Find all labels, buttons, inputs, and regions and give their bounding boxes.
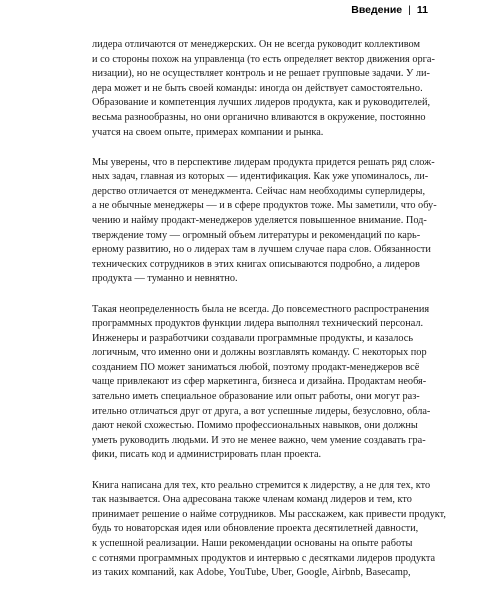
text-line: дерство отличается от менеджмента. Сейчас нам необходимы суперлидеры, [92,185,426,197]
text-line: весьма разнообразны, но они органично вливаются в окружение, постоянно [92,111,426,123]
text-line: дера может и не быть своей команды: иногда он действует самостоятельно. [92,82,423,94]
text-line: ерному развитию, но о лидерах там в лучшем случае пара слов. Обязанности [92,244,431,256]
page-body [92,38,446,595]
running-header [351,3,428,17]
text-line: тверждение тому — огромный объем литературы и рекомендаций по карь- [92,229,421,241]
text-line: Инженеры и разработчики создавали программные продукты, и казалось [92,332,414,344]
paragraph-4 [92,479,446,581]
text-line: продукта — туманно и невнятно. [92,273,238,285]
text-line: Образование и компетенция лучших лидеров продукта, как и руководителей, [92,97,431,109]
text-line: фики, писать код и администрировать план проекта. [92,449,322,461]
text-line: технических сотрудников в этих книгах описываются подробно, а лидеров [92,258,420,270]
text-line: Такая неопределенность была не всегда. До повсеместного распространения [92,303,430,315]
text-line: и со стороны похож на управленца (то есть определяет вектор движения орга- [92,53,435,65]
page-number: 11 [416,4,428,16]
text-line: уметь руководить людьми. И это не менее важно, чем умение создавать гра- [92,434,426,446]
text-line: низации), но не осуществляет контроль и не решает групповые задачи. У ли- [92,68,430,80]
text-line: зательно иметь специальное образование или опыт работы, они могут раз- [92,391,420,403]
text-line: так называется. Она адресована также членам команд лидеров и тем, кто [92,494,412,506]
text-line: а не обычные менеджеры — и в сфере продуктов тоже. Мы заметили, что обу- [92,200,437,212]
text-line: логичным, что именно они и должны возглавлять команду. С некоторых пор [92,347,427,359]
paragraph-1 [92,38,435,140]
text-line: лидера отличаются от менеджерских. Он не всегда руководит коллективом [92,39,420,50]
text-line: ных задач, главная из которых — идентификация. Как уже упоминалось, ли- [92,171,429,183]
text-line: учатся на своем опыте, примерах компании и рынка. [92,126,324,138]
text-line: чению и найму продакт-менеджеров уделяется повышенное внимание. Под- [92,215,427,227]
text-line: ительно отличаться друг от друга, а вот успешные лидеры, безусловно, обла- [92,405,431,417]
text-line: принимает решение о найме сотрудников. Мы расскажем, как привести продукт, [92,508,446,520]
text-line: с сотнями программных продуктов и интервью с десятками лидеров продукта [92,552,436,564]
text-line: будь то новаторская идея или обновление проекта десятилетней давности, [92,523,419,535]
text-line: созданием ПО может заниматься любой, поэтому продакт-менеджеров всё [92,361,420,373]
paragraph-2 [92,156,437,287]
text-line: Книга написана для тех, кто реально стремится к лидерству, а не для тех, кто [92,479,431,491]
text-line: дают некой схожестью. Помимо профессиональных навыков, они должны [92,420,418,432]
text-line: к успешной реализации. Наши рекомендации основаны на опыте работы [92,537,413,549]
text-line: из таких компаний, как Adobe, YouTube, Uber, Google, Airbnb, Basecamp, [92,567,411,579]
text-line: чаще привлекают из сфер маркетинга, бизнеса и дизайна. Продактам необя- [92,376,427,388]
text-line: программных продуктов функции лидера выполнял технический персонал. [92,318,424,330]
text-line: Мы уверены, что в перспективе лидерам продукта придется решать ряд слож- [92,156,435,168]
paragraph-3 [92,303,431,464]
section-title: Введение [351,4,403,16]
header-separator: | [408,4,411,16]
